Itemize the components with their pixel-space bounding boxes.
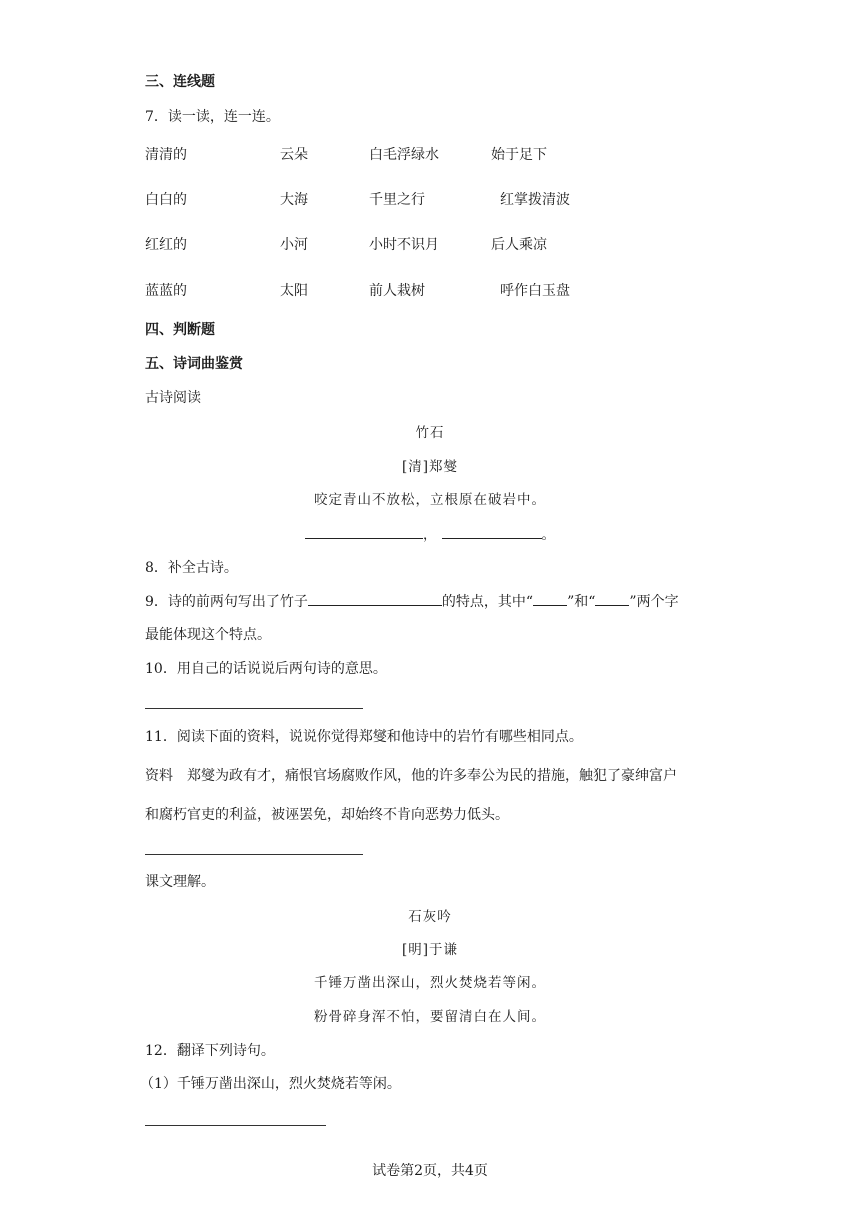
poem-fill-line (305, 524, 556, 545)
section-heading-3: 三、连线题 (145, 74, 215, 90)
question-8: 8．补全古诗。 (145, 560, 238, 576)
match-col3-item: 前人栽树 (369, 283, 425, 299)
match-col3-item: 千里之行 (369, 192, 425, 208)
question-10: 10．用自己的话说说后两句诗的意思。 (145, 661, 387, 677)
match-col2-item: 云朵 (280, 147, 308, 163)
question-12: 12．翻译下列诗句。 (145, 1043, 275, 1059)
poem-period: 。 (541, 527, 556, 543)
answer-line[interactable] (145, 1125, 326, 1126)
match-col4-item: 呼作白玉盘 (500, 283, 570, 299)
question-9-text: 的特点，其中“ (441, 594, 534, 610)
question-11: 11．阅读下面的资料，说说你觉得郑燮和他诗中的岩竹有哪些相同点。 (145, 729, 583, 745)
answer-blank[interactable] (595, 591, 629, 606)
poem-line: 千锤万凿出深山，烈火焚烧若等闲。 (314, 975, 546, 991)
answer-blank[interactable] (442, 524, 542, 539)
material-text: 和腐朽官吏的利益，被诬罢免，却始终不肯向恶势力低头。 (145, 807, 509, 823)
match-col4-item: 后人乘凉 (491, 237, 547, 253)
answer-blank[interactable] (308, 591, 442, 606)
section-heading-5: 五、诗词曲鉴赏 (145, 356, 243, 372)
question-9-continued: 最能体现这个特点。 (145, 627, 271, 643)
answer-blank[interactable] (533, 591, 567, 606)
question-9-text: ”和“ (567, 594, 596, 610)
match-col3-item: 小时不识月 (369, 237, 439, 253)
match-col4-item: 始于足下 (491, 147, 547, 163)
match-col2-item: 大海 (280, 192, 308, 208)
material-text: 资料 郑燮为政有才，痛恨官场腐败作风，他的许多奉公为民的措施，触犯了豪绅富户 (145, 768, 677, 784)
answer-blank[interactable] (305, 524, 423, 539)
answer-line[interactable] (145, 708, 363, 709)
match-col3-item: 白毛浮绿水 (369, 147, 439, 163)
match-col2-item: 小河 (280, 237, 308, 253)
answer-line[interactable] (145, 854, 363, 855)
question-9 (145, 591, 679, 612)
section-heading-4: 四、判断题 (145, 322, 215, 338)
poem-title: 竹石 (415, 425, 445, 441)
poem-author: [明]于谦 (401, 942, 459, 958)
match-col1-item: 白白的 (145, 192, 187, 208)
subsection-title: 古诗阅读 (145, 390, 201, 406)
poem-comma: ， (423, 527, 438, 543)
match-col4-item: 红掌拨清波 (500, 192, 570, 208)
poem-line: 咬定青山不放松，立根原在破岩中。 (314, 492, 546, 508)
poem-author: [清]郑燮 (401, 459, 459, 475)
question-9-text: 9．诗的前两句写出了竹子 (145, 594, 308, 610)
question-9-text: ”两个字 (629, 594, 679, 610)
match-col1-item: 红红的 (145, 237, 187, 253)
question-7: 7．读一读，连一连。 (145, 109, 280, 125)
subsection-title: 课文理解。 (145, 874, 215, 890)
poem-title: 石灰吟 (408, 909, 452, 925)
match-col2-item: 太阳 (280, 283, 308, 299)
question-12-1: （1）千锤万凿出深山，烈火焚烧若等闲。 (140, 1076, 401, 1092)
poem-line: 粉骨碎身浑不怕，要留清白在人间。 (314, 1009, 546, 1025)
match-col1-item: 清清的 (145, 147, 187, 163)
match-col1-item: 蓝蓝的 (145, 283, 187, 299)
page-footer: 试卷第2页，共4页 (372, 1163, 488, 1179)
